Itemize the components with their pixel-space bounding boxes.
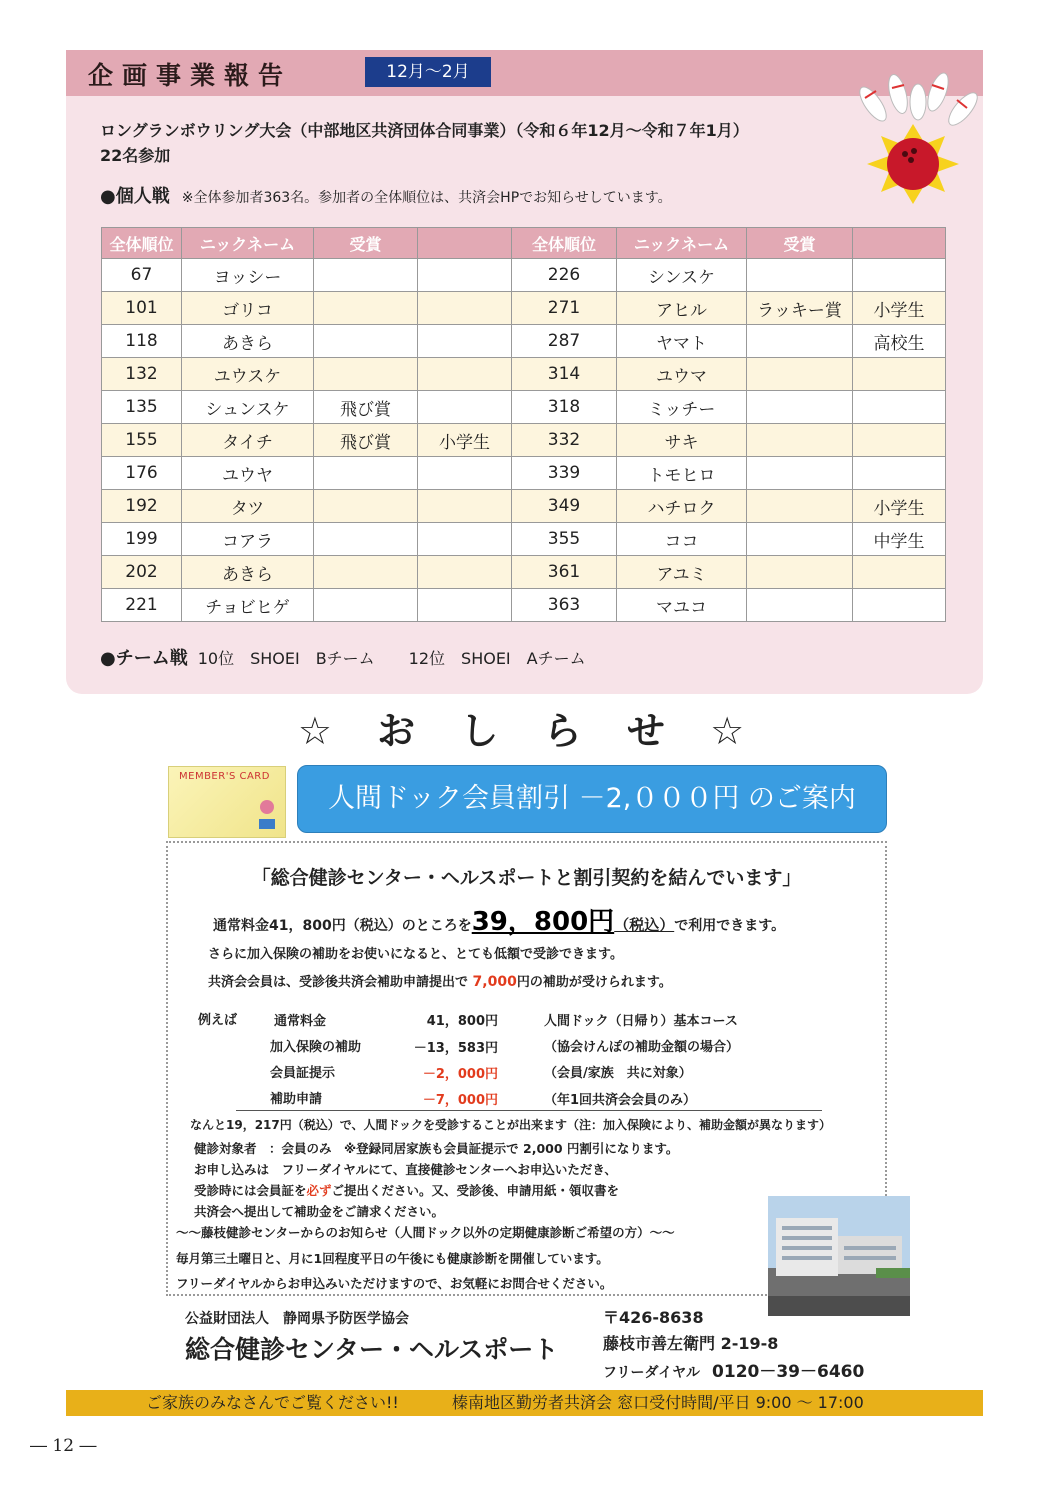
example-label-3: 補助申請: [270, 1092, 323, 1107]
team-results: [100, 644, 586, 670]
individual-label: ●個人戦: [100, 186, 170, 207]
insurance-line: さらに加入保険の補助をお使いになると、とても低額で受診できます。: [208, 947, 623, 962]
apply-2-pre: 受診時には会員証を: [194, 1183, 307, 1198]
health-center-photo: [768, 1196, 910, 1316]
cell-cat: 小学生: [853, 292, 946, 325]
cell-award: 飛び賞: [314, 424, 418, 457]
page-number: ― 12 ―: [30, 1436, 97, 1456]
cell-rank: 192: [102, 490, 182, 523]
cell-cat: 小学生: [853, 490, 946, 523]
cell-cat: [853, 259, 946, 292]
apply-2-emphasis: 必ず: [306, 1183, 332, 1198]
cell-cat: [418, 457, 512, 490]
apply-2-post: ご提出ください。又、受診後、申請用紙・領収書を: [331, 1183, 620, 1198]
cell-cat: 小学生: [418, 424, 512, 457]
example-divider: [236, 1110, 822, 1111]
table-row: [102, 358, 946, 391]
cell-nick: シュンスケ: [182, 391, 314, 424]
cell-nick: ユウヤ: [182, 457, 314, 490]
cell-rank: 363: [512, 589, 617, 622]
fujieda-line-2: フリーダイヤルからお申込みいただけますので、お気軽にお問合せください。: [176, 1276, 613, 1291]
period-badge: 12月～2月: [365, 57, 491, 87]
cell-award: 飛び賞: [314, 391, 418, 424]
cell-cat: [418, 391, 512, 424]
example-amount-2: －2，000円: [422, 1067, 498, 1082]
example-label: 例えば: [198, 1013, 238, 1028]
cell-nick: あきら: [182, 556, 314, 589]
example-amount-3: －7，000円: [422, 1093, 498, 1108]
cell-rank: 287: [512, 325, 617, 358]
cell-award: [747, 490, 853, 523]
table-row: [102, 259, 946, 292]
cell-award: [747, 589, 853, 622]
notice-title: ☆ お し ら せ ☆: [297, 709, 761, 753]
cell-rank: 318: [512, 391, 617, 424]
table-row: [102, 490, 946, 523]
cell-cat: [418, 325, 512, 358]
tel-label: フリーダイヤル: [603, 1365, 701, 1381]
price-line: [213, 901, 785, 938]
cell-rank: 176: [102, 457, 182, 490]
example-note-1: （協会けんぽの補助金額の場合）: [544, 1040, 740, 1055]
header-category: [853, 228, 946, 259]
example-note-2: （会員/家族 共に対象）: [544, 1066, 692, 1081]
table-row: [102, 589, 946, 622]
cell-nick: ヤマト: [617, 325, 747, 358]
cell-cat: [853, 589, 946, 622]
example-label-0: 通常料金: [274, 1014, 327, 1029]
fujieda-line-1: 毎月第三土曜日と、月に1回程度平日の午後にも健康診断を開催しています。: [176, 1251, 609, 1266]
cell-award: [747, 358, 853, 391]
cell-nick: タイチ: [182, 424, 314, 457]
org-phone: [603, 1357, 864, 1382]
cell-nick: チョビヒゲ: [182, 589, 314, 622]
cell-cat: [418, 523, 512, 556]
cell-award: [747, 391, 853, 424]
footer-bar: [66, 1390, 983, 1416]
cell-cat: [418, 292, 512, 325]
price-pre: 通常料金41，800円（税込）のところを: [213, 918, 472, 934]
subsidy-line: [208, 971, 672, 990]
cell-nick: ユウスケ: [182, 358, 314, 391]
org-address: 藤枝市善左衛門 2-19-8: [603, 1334, 779, 1353]
project-report-section: [66, 50, 983, 694]
discount-price: 39，800円: [471, 907, 615, 937]
cell-nick: マユコ: [617, 589, 747, 622]
table-row: [102, 292, 946, 325]
header-category: [418, 228, 512, 259]
header-rank: 全体順位: [512, 228, 617, 259]
bowling-illustration: [843, 64, 983, 214]
cell-cat: [853, 556, 946, 589]
cell-nick: ハチロク: [617, 490, 747, 523]
summary-line: なんと19，217円（税込）で、人間ドックを受診することが出来ます（注：加入保険により、補助金額が異なります）: [190, 1118, 832, 1132]
example-label-2: 会員証提示: [270, 1066, 336, 1081]
cell-rank: 118: [102, 325, 182, 358]
fujieda-heading: ～～藤枝健診センターからのお知らせ（人間ドック以外の定期健康診断ご希望の方）～～: [176, 1225, 675, 1240]
individual-heading: [100, 182, 672, 208]
cell-rank: 339: [512, 457, 617, 490]
card-label: MEMBER'S CARD: [179, 771, 270, 782]
footer-right: 榛南地区勤労者共済会 窓口受付時間/平日 9:00 ～ 17:00: [452, 1393, 864, 1412]
contract-heading: 「総合健診センター・ヘルスポートと割引契約を結んでいます」: [251, 867, 802, 889]
card-logo-icon: [255, 797, 279, 833]
cell-rank: 271: [512, 292, 617, 325]
header-award: 受賞: [747, 228, 853, 259]
cell-award: [314, 589, 418, 622]
target-line: 健診対象者 ：会員のみ ※登録同居家族も会員証提示で 2,000 円割引になります。: [194, 1141, 679, 1156]
team-result-2: 12位 SHOEI Aチーム: [408, 649, 586, 668]
individual-note: ※全体参加者363名。参加者の全体順位は、共済会HPでお知らせしています。: [181, 190, 672, 206]
cell-nick: タツ: [182, 490, 314, 523]
example-amount-1: －13，583円: [413, 1041, 498, 1056]
cell-award: [314, 325, 418, 358]
cell-award: [314, 358, 418, 391]
results-table: [101, 227, 946, 622]
price-tax: （税込）: [614, 916, 675, 934]
table-row: [102, 424, 946, 457]
cell-rank: 349: [512, 490, 617, 523]
team-result-1: 10位 SHOEI Bチーム: [197, 649, 375, 668]
cell-award: [747, 457, 853, 490]
cell-rank: 155: [102, 424, 182, 457]
apply-line-1: お申し込みは フリーダイヤルにて、直接健診センターへお申込いただき、: [194, 1162, 617, 1177]
cell-rank: 101: [102, 292, 182, 325]
cell-award: ラッキー賞: [747, 292, 853, 325]
cell-rank: 332: [512, 424, 617, 457]
apply-line-3: 共済会へ提出して補助金をご請求ください。: [194, 1204, 445, 1219]
table-row: [102, 457, 946, 490]
cell-nick: アヒル: [617, 292, 747, 325]
cell-award: [314, 556, 418, 589]
footer-left: ご家族のみなさんでご覧ください!!: [146, 1393, 399, 1412]
cell-cat: [853, 457, 946, 490]
cell-award: [314, 259, 418, 292]
example-note-0: 人間ドック（日帰り）基本コース: [544, 1014, 738, 1029]
cell-award: [314, 292, 418, 325]
example-note-3: （年1回共済会会員のみ）: [544, 1093, 697, 1108]
cell-rank: 199: [102, 523, 182, 556]
cell-award: [747, 556, 853, 589]
cell-cat: [853, 424, 946, 457]
cell-award: [747, 424, 853, 457]
table-row: [102, 556, 946, 589]
table-row: [102, 391, 946, 424]
cell-nick: ゴリコ: [182, 292, 314, 325]
cell-award: [747, 523, 853, 556]
cell-rank: 314: [512, 358, 617, 391]
price-post: で利用できます。: [674, 918, 786, 934]
header-nickname: ニックネーム: [182, 228, 314, 259]
cell-cat: 中学生: [853, 523, 946, 556]
cell-cat: [418, 589, 512, 622]
cell-award: [747, 259, 853, 292]
cell-nick: ヨッシー: [182, 259, 314, 292]
dock-discount-banner: 人間ドック会員割引 －2,０００円 のご案内: [297, 765, 887, 833]
cell-award: [314, 523, 418, 556]
cell-rank: 67: [102, 259, 182, 292]
apply-line-2: [194, 1181, 619, 1199]
cell-rank: 361: [512, 556, 617, 589]
event-title: ロングランボウリング大会（中部地区共済団体合同事業）（令和６年12月～令和７年1月）: [100, 121, 749, 140]
cell-cat: 高校生: [853, 325, 946, 358]
cell-nick: ココ: [617, 523, 747, 556]
example-amount-0: 41，800円: [426, 1014, 498, 1029]
cell-nick: コアラ: [182, 523, 314, 556]
participant-count: 22名参加: [100, 146, 171, 165]
cell-rank: 135: [102, 391, 182, 424]
subsidy-post: 円の補助が受けられます。: [516, 975, 672, 990]
member-card-image: [168, 766, 286, 838]
cell-rank: 202: [102, 556, 182, 589]
cell-rank: 221: [102, 589, 182, 622]
cell-nick: ユウマ: [617, 358, 747, 391]
cell-rank: 355: [512, 523, 617, 556]
results-header-row: [102, 228, 946, 259]
example-label-1: 加入保険の補助: [270, 1040, 362, 1055]
cell-award: [314, 457, 418, 490]
org-zip: 〒426-8638: [603, 1308, 704, 1327]
org-parent: 公益財団法人 静岡県予防医学協会: [185, 1311, 409, 1327]
org-name: 総合健診センター・ヘルスポート: [185, 1335, 559, 1364]
cell-nick: あきら: [182, 325, 314, 358]
header-rank: 全体順位: [102, 228, 182, 259]
cell-cat: [418, 259, 512, 292]
header-nickname: ニックネーム: [617, 228, 747, 259]
cell-cat: [418, 490, 512, 523]
report-title: 企画事業報告: [88, 61, 293, 90]
cell-rank: 226: [512, 259, 617, 292]
cell-nick: アユミ: [617, 556, 747, 589]
cell-nick: トモヒロ: [617, 457, 747, 490]
subsidy-pre: 共済会会員は、受診後共済会補助申請提出で: [208, 975, 473, 990]
cell-cat: [853, 358, 946, 391]
tel-number: 0120－39－6460: [712, 1362, 865, 1382]
cell-nick: サキ: [617, 424, 747, 457]
cell-rank: 132: [102, 358, 182, 391]
cell-cat: [853, 391, 946, 424]
table-row: [102, 523, 946, 556]
cell-nick: シンスケ: [617, 259, 747, 292]
cell-cat: [418, 358, 512, 391]
team-label: ●チーム戦: [100, 648, 188, 669]
cell-award: [747, 325, 853, 358]
cell-nick: ミッチー: [617, 391, 747, 424]
table-row: [102, 325, 946, 358]
subsidy-amount: 7,000: [472, 974, 517, 990]
cell-cat: [418, 556, 512, 589]
header-award: 受賞: [314, 228, 418, 259]
cell-award: [314, 490, 418, 523]
